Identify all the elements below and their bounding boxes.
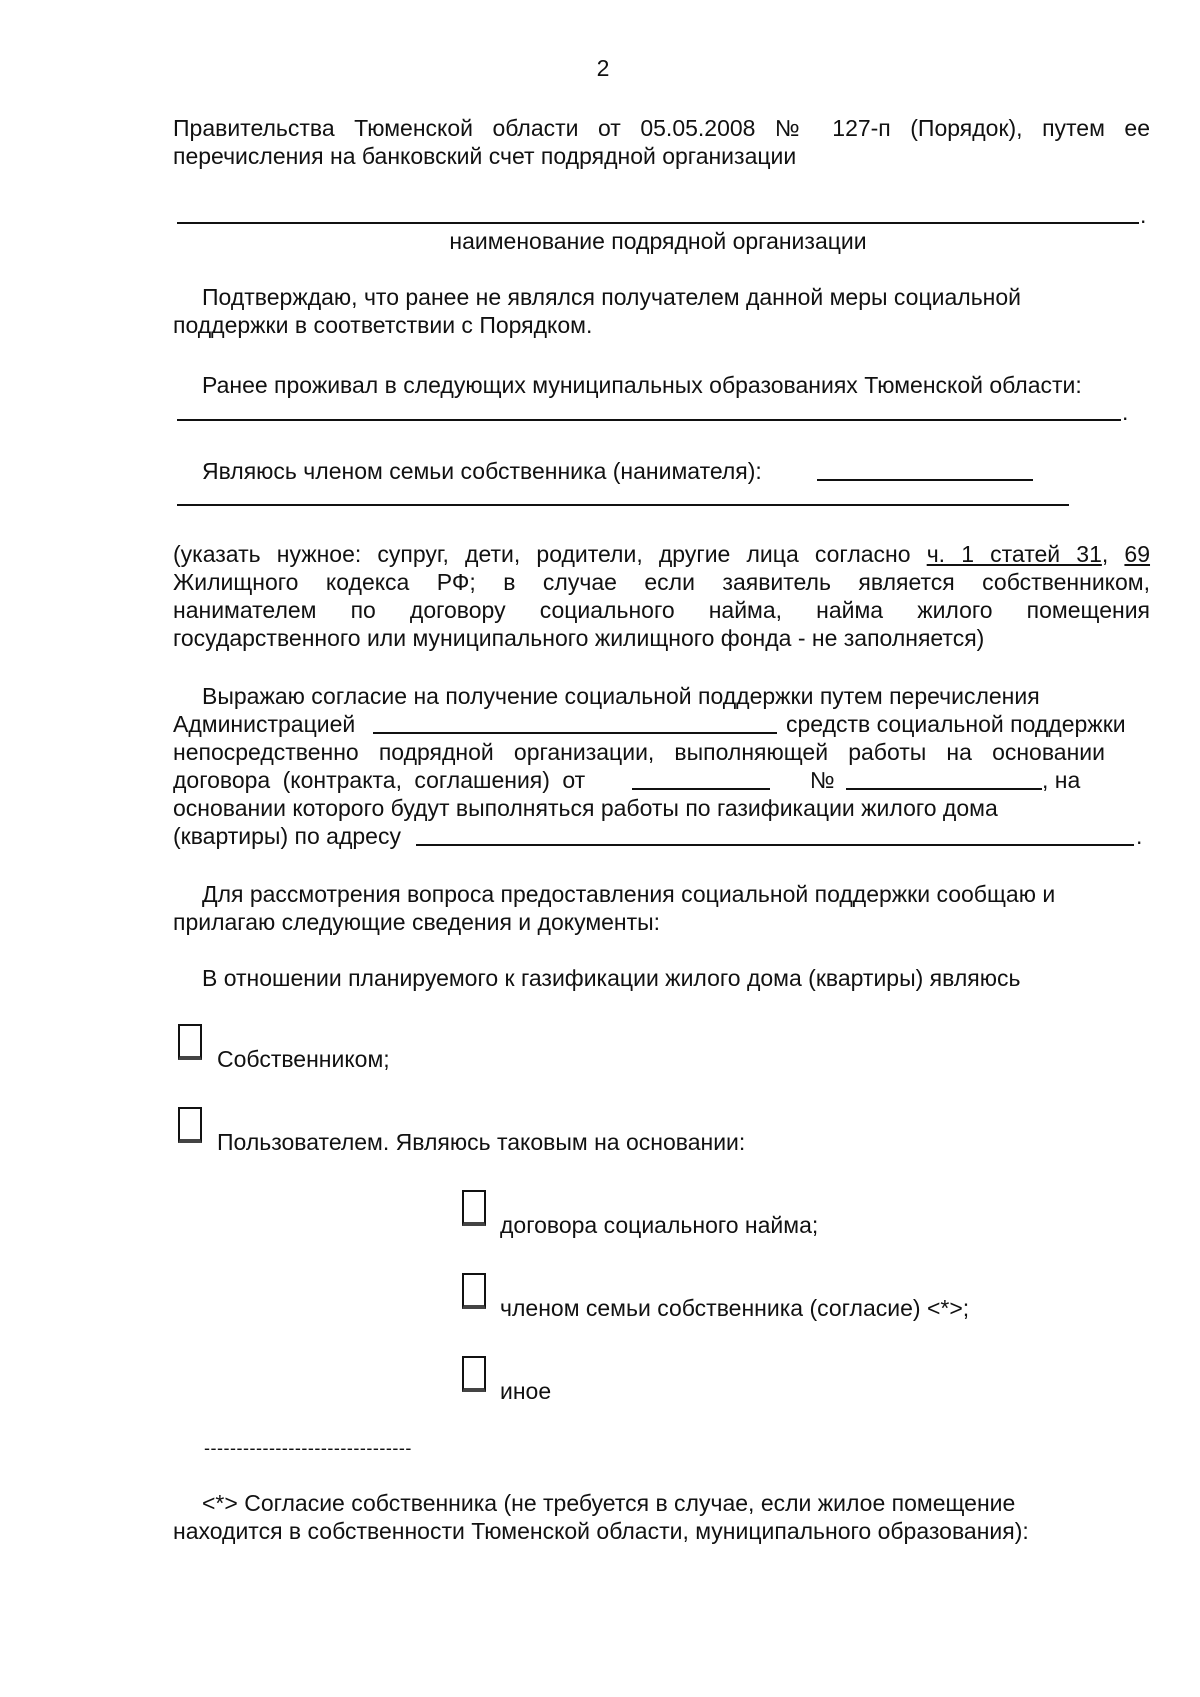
footnote-separator: -------------------------------- [204,1438,412,1458]
link-article-31[interactable]: ч. 1 статей 31 [926,541,1102,567]
link-article-69[interactable]: 69 [1124,541,1151,567]
previous-residence-line[interactable] [177,419,1121,421]
consent-line-2-end: средств социальной поддержки [786,711,1126,737]
social-lease-label: договора социального найма; [500,1212,819,1238]
address-line[interactable] [416,844,1134,846]
family-member-line-1[interactable] [817,479,1033,481]
contract-date-line[interactable] [632,788,770,790]
note-comma: , [1101,541,1109,567]
family-owner-checkbox[interactable] [462,1273,486,1309]
note-text: (указать нужное: супруг, дети, родители, другие лица согласно [173,541,927,567]
consent-line-3: непосредственно подрядной организации, выполняющей работы на основании [173,739,1105,765]
user-checkbox[interactable] [178,1107,202,1143]
owner-label: Собственником; [217,1046,390,1072]
consent-line-4-start: договора (контракта, соглашения) от [173,767,586,793]
contractor-name-line[interactable] [177,222,1139,224]
consent-line-2-start: Администрацией [173,711,356,737]
note-line-4: государственного или муниципального жилищного фонда - не заполняется) [173,625,985,651]
footnote-line-2: находится в собственности Тюменской области, муниципального образования): [173,1518,1029,1544]
consent-line-6-start: (квартиры) по адресу [173,823,401,849]
docs-line-1: Для рассмотрения вопроса предоставления социальной поддержки сообщаю и [202,881,1056,907]
previous-residence-label: Ранее проживал в следующих муниципальных образованиях Тюменской области: [202,372,1082,398]
family-member-line-2[interactable] [177,504,1069,506]
page-number: 2 [596,55,610,81]
note-line-2: Жилищного кодекса РФ; в случае если заявитель является собственником, [173,569,1150,595]
docs-line-2: прилагаю следующие сведения и документы: [173,909,661,935]
note-line-3: нанимателем по договору социального найма, найма жилого помещения [173,597,1150,623]
contract-number-line[interactable] [846,788,1042,790]
intro-line-2: перечисления на банковский счет подрядной организации [173,143,797,169]
confirm-line-2: поддержки в соответствии с Порядком. [173,312,593,338]
contractor-end-mark: . [1140,202,1147,228]
consent-line-4-num: № [810,767,835,793]
family-member-label: Являюсь членом семьи собственника (нанимателя): [202,458,762,484]
consent-line-5: основании которого будут выполняться работы по газификации жилого дома [173,795,998,821]
owner-checkbox[interactable] [178,1024,202,1060]
administration-line[interactable] [373,732,777,734]
previous-residence-end-mark: . [1122,399,1129,425]
footnote-line-1: <*> Согласие собственника (не требуется в случае, если жилое помещение [202,1490,1016,1516]
consent-line-4-end: , на [1042,767,1081,793]
family-owner-label: членом семьи собственника (согласие) <*>; [500,1295,970,1321]
intro-line-1: Правительства Тюменской области от 05.05.2008 № 127-п (Порядок), путем ее [173,115,1150,141]
user-label: Пользователем. Являюсь таковым на основании: [217,1129,746,1155]
social-lease-checkbox[interactable] [462,1190,486,1226]
contractor-caption: наименование подрядной организации [449,228,867,254]
note-line-1 [173,540,1150,568]
consent-line-6-end: . [1136,823,1143,849]
confirm-line-1: Подтверждаю, что ранее не являлся получателем данной меры социальной [202,284,1022,310]
other-label: иное [500,1378,552,1404]
consent-line-1: Выражаю согласие на получение социальной поддержки путем перечисления [202,683,1040,709]
other-checkbox[interactable] [462,1356,486,1392]
relation-label: В отношении планируемого к газификации жилого дома (квартиры) являюсь [202,965,1021,991]
